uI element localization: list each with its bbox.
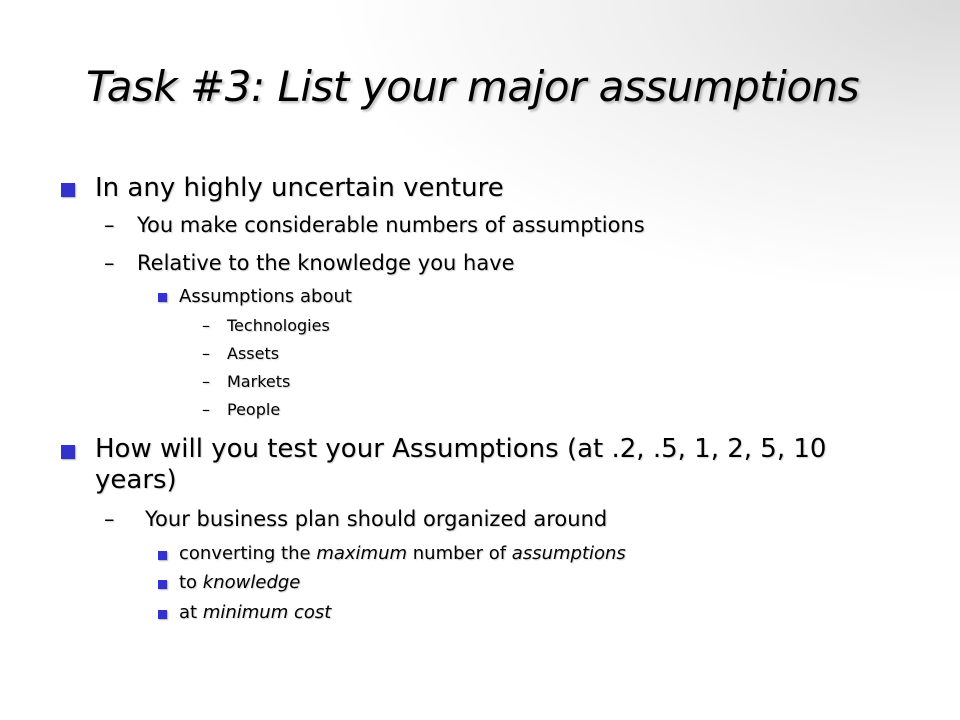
dash-icon: –	[202, 316, 210, 335]
text-run-italic: knowledge	[202, 572, 301, 593]
square-bullet-icon	[158, 551, 167, 560]
dash-icon: –	[104, 213, 115, 237]
text-run: number of	[407, 543, 512, 564]
dash-icon: –	[202, 372, 210, 391]
sub-sub-bullet-assumptions-about: Assumptions about	[179, 286, 352, 307]
text-run: to	[179, 572, 203, 593]
square-bullet-icon	[61, 183, 75, 197]
text-run-italic: minimum cost	[202, 602, 332, 623]
list-item-people: People	[227, 400, 281, 419]
sub-bullet-relative-knowledge: Relative to the knowledge you have	[137, 251, 515, 275]
slide-title: Task #3: List your major assumptions	[86, 62, 860, 111]
sub-sub-bullet-converting	[179, 543, 626, 564]
dash-icon: –	[104, 507, 115, 531]
text-run-italic: assumptions	[511, 543, 626, 564]
sub-bullet-assumptions-count: You make considerable numbers of assumptions	[137, 213, 645, 237]
text-run-italic: maximum	[316, 543, 408, 564]
square-bullet-icon	[158, 293, 167, 302]
dash-icon: –	[202, 400, 210, 419]
list-item-markets: Markets	[227, 372, 291, 391]
text-run: at	[179, 602, 203, 623]
square-bullet-icon	[158, 610, 167, 619]
bullet-test-assumptions-line1: How will you test your Assumptions (at .2, .5, 1, 2, 5, 10	[95, 434, 827, 464]
dash-icon: –	[202, 344, 210, 363]
bullet-test-assumptions-line2: years)	[95, 465, 177, 495]
square-bullet-icon	[61, 445, 75, 459]
list-item-assets: Assets	[227, 344, 280, 363]
sub-bullet-business-plan: Your business plan should organized around	[145, 507, 608, 531]
text-run: converting the	[179, 543, 317, 564]
dash-icon: –	[104, 251, 115, 275]
sub-sub-bullet-to-knowledge	[179, 572, 300, 593]
sub-sub-bullet-minimum-cost	[179, 602, 331, 623]
square-bullet-icon	[158, 580, 167, 589]
list-item-technologies: Technologies	[227, 316, 330, 335]
bullet-uncertain-venture: In any highly uncertain venture	[95, 173, 504, 203]
